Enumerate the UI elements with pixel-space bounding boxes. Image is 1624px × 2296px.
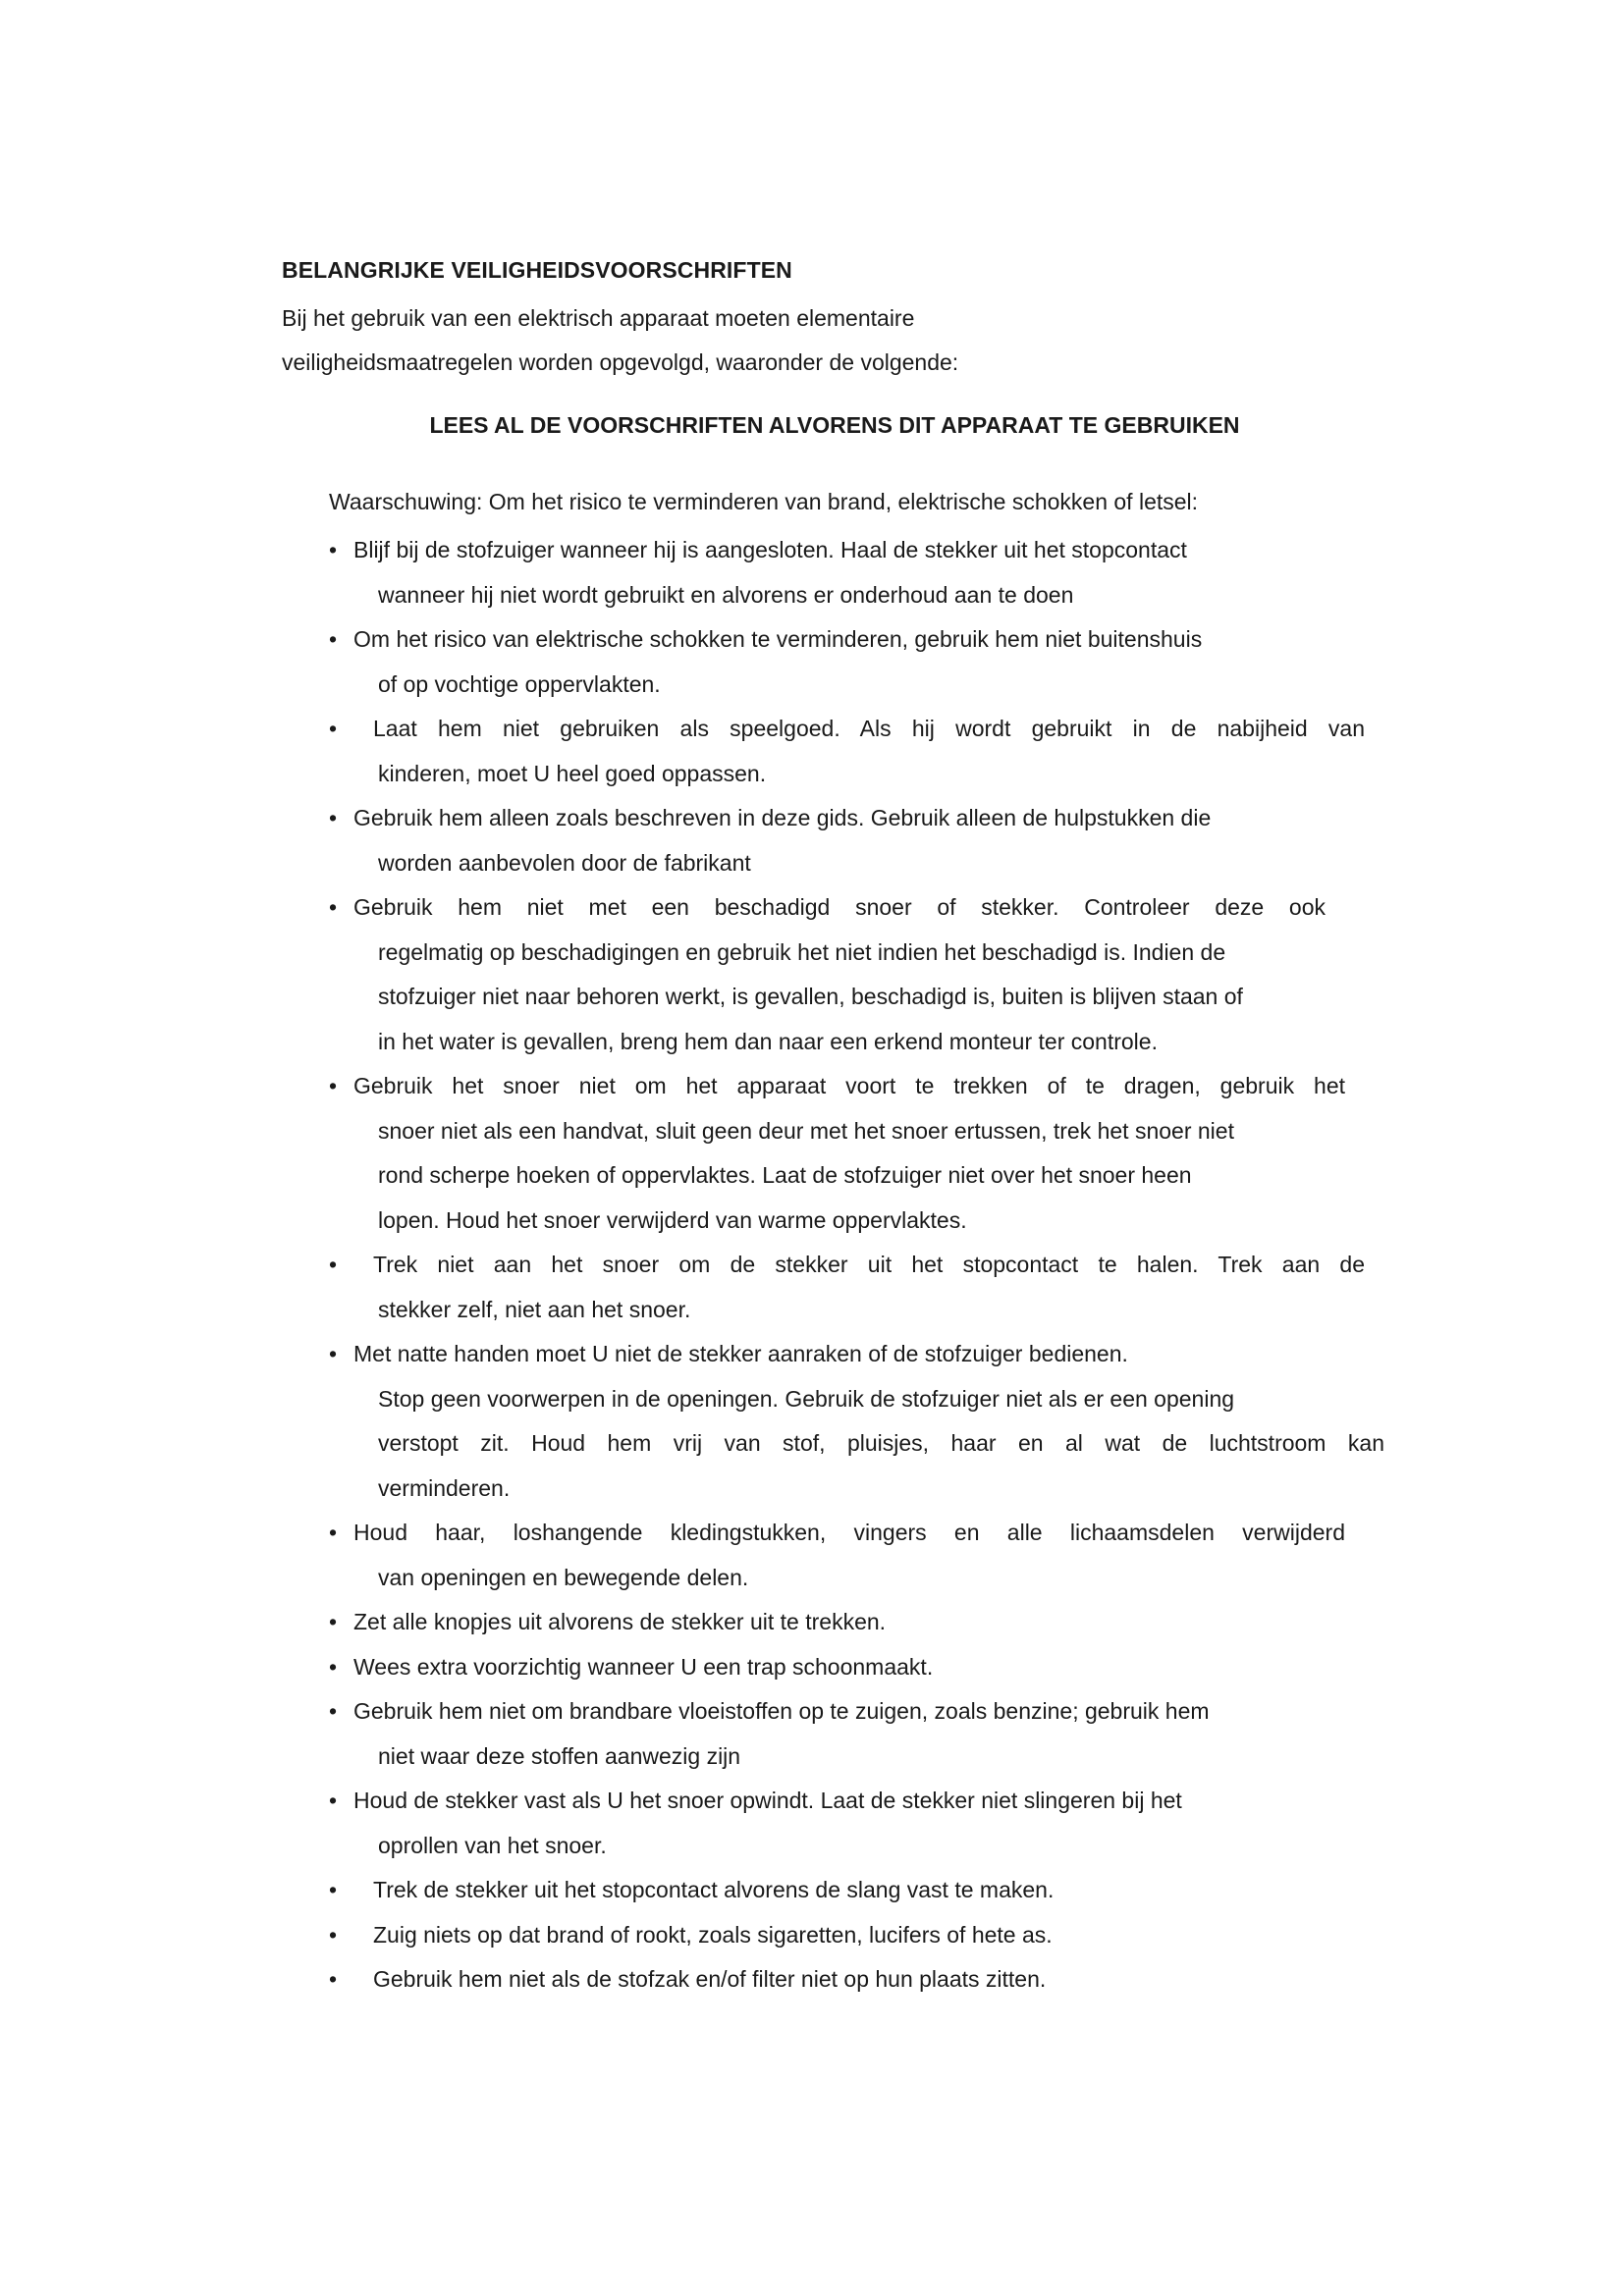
list-item-text: Gebruik hem niet als de stofzak en/of filter niet op hun plaats zitten. <box>373 1966 1047 1992</box>
list-item-text: Zet alle knopjes uit alvorens de stekker uit te trekken. <box>353 1609 887 1634</box>
list-item-continuation: stofzuiger niet naar behoren werkt, is gevallen, beschadigd is, buiten is blijven staan of <box>378 984 1243 1009</box>
list-item <box>329 1600 1365 1645</box>
bullet-icon: • <box>329 805 338 830</box>
list-item-text: Zuig niets op dat brand of rookt, zoals sigaretten, lucifers of hete as. <box>373 1921 1053 1948</box>
list-item-continuation: verminderen. <box>378 1474 511 1501</box>
list-item-continuation: Stop geen voorwerpen in de openingen. Gebruik de stofzuiger niet als er een opening <box>378 1385 1235 1412</box>
bullet-icon: • <box>329 1698 338 1724</box>
list-item-continuation: snoer niet als een handvat, sluit geen deur met het snoer ertussen, trek het snoer niet <box>378 1117 1234 1144</box>
list-item-continuation: verstopt zit. Houd hem vrij van stof, pluisjes, haar en al wat de luchtstroom kan <box>378 1430 1384 1456</box>
list-item-text: Laat hem niet gebruiken als speelgoed. Als hij wordt gebruikt in de nabijheid van <box>373 716 1365 741</box>
list-item-text: Gebruik hem niet met een beschadigd snoer of stekker. Controleer deze ook <box>353 894 1326 920</box>
bullet-icon: • <box>329 1341 338 1366</box>
intro-line: veiligheidsmaatregelen worden opgevolgd, waaronder de volgende: <box>282 349 959 375</box>
list-item <box>329 796 1365 885</box>
list-item-text: Houd haar, loshangende kledingstukken, vingers en alle lichaamsdelen verwijderd <box>353 1520 1345 1545</box>
list-item <box>329 1779 1365 1868</box>
list-item-text: Trek de stekker uit het stopcontact alvorens de slang vast te maken. <box>373 1877 1055 1902</box>
list-item-continuation: in het water is gevallen, breng hem dan naar een erkend monteur ter controle. <box>378 1028 1158 1054</box>
list-item <box>329 1332 1384 1511</box>
document-title: BELANGRIJKE VEILIGHEIDSVOORSCHRIFTEN <box>282 257 792 283</box>
list-item-text: Blijf bij de stofzuiger wanneer hij is aangesloten. Haal de stekker uit het stopcontact <box>353 537 1187 562</box>
list-item-continuation: wanneer hij niet wordt gebruikt en alvorens er onderhoud aan te doen <box>378 581 1074 608</box>
bullet-icon: • <box>329 894 338 920</box>
bullet-icon: • <box>329 716 338 741</box>
list-item-continuation: of op vochtige oppervlakten. <box>378 670 661 697</box>
list-item-continuation: kinderen, moet U heel goed oppassen. <box>378 760 767 786</box>
list-item <box>329 528 1365 617</box>
list-item <box>329 1689 1365 1779</box>
list-item-continuation: regelmatig op beschadigingen en gebruik het niet indien het beschadigd is. Indien de <box>378 938 1226 965</box>
bullet-icon: • <box>329 1653 338 1680</box>
warning-text: Waarschuwing: Om het risico te verminderen van brand, elektrische schokken of letsel: <box>329 489 1199 514</box>
list-item-continuation: van openingen en bewegende delen. <box>378 1564 749 1590</box>
read-all-heading: LEES AL DE VOORSCHRIFTEN ALVORENS DIT APPARAAT TE GEBRUIKEN <box>429 412 1240 438</box>
list-item <box>329 1957 1365 2002</box>
bullet-icon: • <box>329 1966 338 1992</box>
intro-paragraph <box>282 296 1362 385</box>
list-item-text: Om het risico van elektrische schokken te verminderen, gebruik hem niet buitenshuis <box>353 626 1203 652</box>
safety-list <box>329 528 1384 2002</box>
list-item <box>329 1243 1365 1332</box>
list-item-text: Met natte handen moet U niet de stekker aanraken of de stofzuiger bedienen. <box>353 1341 1128 1366</box>
bullet-icon: • <box>329 1609 338 1634</box>
intro-line: Bij het gebruik van een elektrisch apparaat moeten elementaire <box>282 305 915 331</box>
list-item <box>329 1064 1365 1243</box>
list-item <box>329 1868 1365 1913</box>
bullet-icon: • <box>329 1921 338 1948</box>
bullet-icon: • <box>329 1877 338 1902</box>
list-item-text: Wees extra voorzichtig wanneer U een trap schoonmaakt. <box>353 1653 934 1680</box>
list-item-text: Gebruik hem niet om brandbare vloeistoffen op te zuigen, zoals benzine; gebruik hem <box>353 1698 1210 1724</box>
list-item-text: Gebruik hem alleen zoals beschreven in deze gids. Gebruik alleen de hulpstukken die <box>353 805 1212 830</box>
list-item-continuation: niet waar deze stoffen aanwezig zijn <box>378 1742 741 1769</box>
list-item-text: Houd de stekker vast als U het snoer opwindt. Laat de stekker niet slingeren bij het <box>353 1788 1182 1813</box>
list-item-continuation: worden aanbevolen door de fabrikant <box>378 849 751 876</box>
bullet-icon: • <box>329 537 338 562</box>
bullet-icon: • <box>329 1788 338 1813</box>
bullet-icon: • <box>329 1073 338 1098</box>
list-item-text: Trek niet aan het snoer om de stekker uit het stopcontact te halen. Trek aan de <box>373 1252 1365 1277</box>
list-item <box>329 1913 1365 1958</box>
list-item <box>329 1511 1365 1600</box>
list-item <box>329 885 1365 1064</box>
list-item-continuation: stekker zelf, niet aan het snoer. <box>378 1296 691 1322</box>
list-item-continuation: oprollen van het snoer. <box>378 1832 607 1858</box>
list-item <box>329 617 1365 707</box>
list-item-continuation: rond scherpe hoeken of oppervlaktes. Laat de stofzuiger niet over het snoer heen <box>378 1162 1192 1188</box>
list-item-continuation: lopen. Houd het snoer verwijderd van warme oppervlaktes. <box>378 1206 967 1233</box>
list-item-text: Gebruik het snoer niet om het apparaat voort te trekken of te dragen, gebruik het <box>353 1073 1345 1098</box>
list-item <box>329 707 1365 796</box>
bullet-icon: • <box>329 1520 338 1545</box>
bullet-icon: • <box>329 1252 338 1277</box>
bullet-icon: • <box>329 626 338 652</box>
list-item <box>329 1645 1365 1690</box>
